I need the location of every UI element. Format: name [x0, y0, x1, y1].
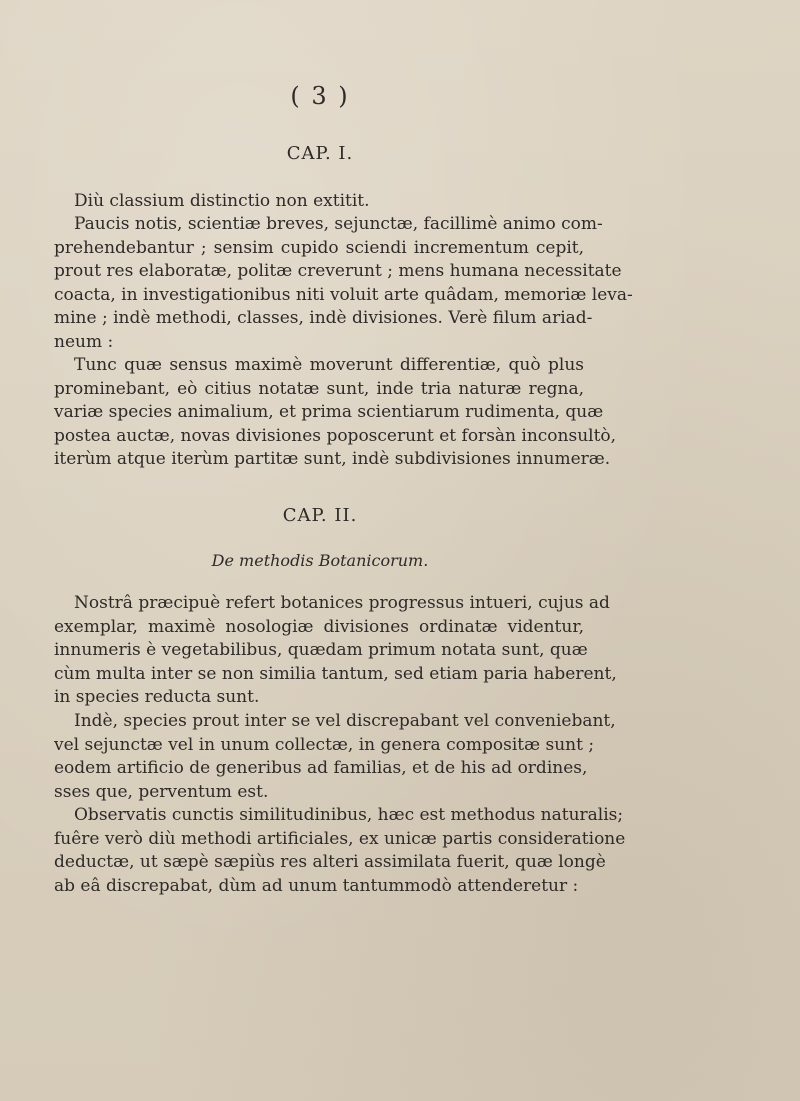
- text-line: Diù classium distinctio non extitit.: [74, 191, 370, 211]
- text-line: deductæ, ut sæpè sæpiùs res alteri assimilata fuerit, quæ longè: [54, 852, 606, 872]
- text-line: coacta, in investigationibus niti voluit arte quâdam, memoriæ leva-: [54, 284, 633, 305]
- chapter-2-subheading: De methodis Botanicorum.: [211, 551, 429, 570]
- text-line: iterùm atque iterùm partitæ sunt, indè subdivisiones innumeræ.: [54, 449, 611, 469]
- text-line: Nostrâ præcipuè refert botanices progressus intueri, cujus ad: [74, 593, 610, 613]
- text-line: in species reducta sunt.: [54, 687, 260, 707]
- chapter-1-paragraph-2: [54, 213, 633, 354]
- text-line: fuêre verò diù methodi artificiales, ex unicæ partis consideratione: [54, 828, 626, 849]
- text-line: Tunc quæ sensus maximè moverunt differentiæ, quò plus: [74, 355, 584, 375]
- text-line: prominebant, eò citius notatæ sunt, inde tria naturæ regna,: [54, 378, 584, 399]
- chapter-2-heading: CAP. II.: [282, 505, 358, 526]
- text-line: Paucis notis, scientiæ breves, sejunctæ, facillimè animo com-: [74, 214, 603, 234]
- text-line: variæ species animalium, et prima scientiarum rudimenta, quæ: [54, 402, 604, 422]
- text-line: Indè, species prout inter se vel discrepabant vel conveniebant,: [74, 711, 616, 731]
- text-line: cùm multa inter se non similia tantum, sed etiam paria haberent,: [54, 663, 617, 684]
- text-line: prout res elaboratæ, politæ creverunt ; mens humana necessitate: [54, 261, 622, 281]
- text-line: sses que, perventum est.: [54, 781, 269, 802]
- text-line: Observatis cunctis similitudinibus, hæc est methodus naturalis;: [74, 805, 624, 825]
- text-line: eodem artificio de generibus ad familias, et de his ad ordines,: [54, 758, 588, 778]
- text-line: postea auctæ, novas divisiones poposcerunt et forsàn inconsultò,: [54, 425, 617, 446]
- text-line: prehendebantur ; sensim cupido sciendi incrementum cepit,: [54, 237, 584, 258]
- chapter-2-paragraph-1: [54, 592, 617, 710]
- chapter-2-paragraph-2: [54, 710, 616, 804]
- text-line: neum :: [54, 331, 114, 352]
- chapter-1-paragraph-3: [54, 354, 617, 472]
- page-number: ( 3 ): [290, 82, 350, 110]
- chapter-1-paragraph-1: [54, 190, 584, 214]
- text-line: innumeris è vegetabilibus, quædam primum notata sunt, quæ: [54, 640, 588, 660]
- text-line: exemplar, maximè nosologiæ divisiones ordinatæ videntur,: [54, 616, 584, 637]
- text-line: mine ; indè methodi, classes, indè divisiones. Verè filum ariad-: [54, 308, 593, 328]
- chapter-1-heading: CAP. I.: [286, 143, 354, 164]
- text-line: vel sejunctæ vel in unum collectæ, in genera compositæ sunt ;: [54, 734, 595, 755]
- chapter-2-paragraph-3: [54, 804, 626, 898]
- text-line: ab eâ discrepabat, dùm ad unum tantummodò attenderetur :: [54, 875, 579, 896]
